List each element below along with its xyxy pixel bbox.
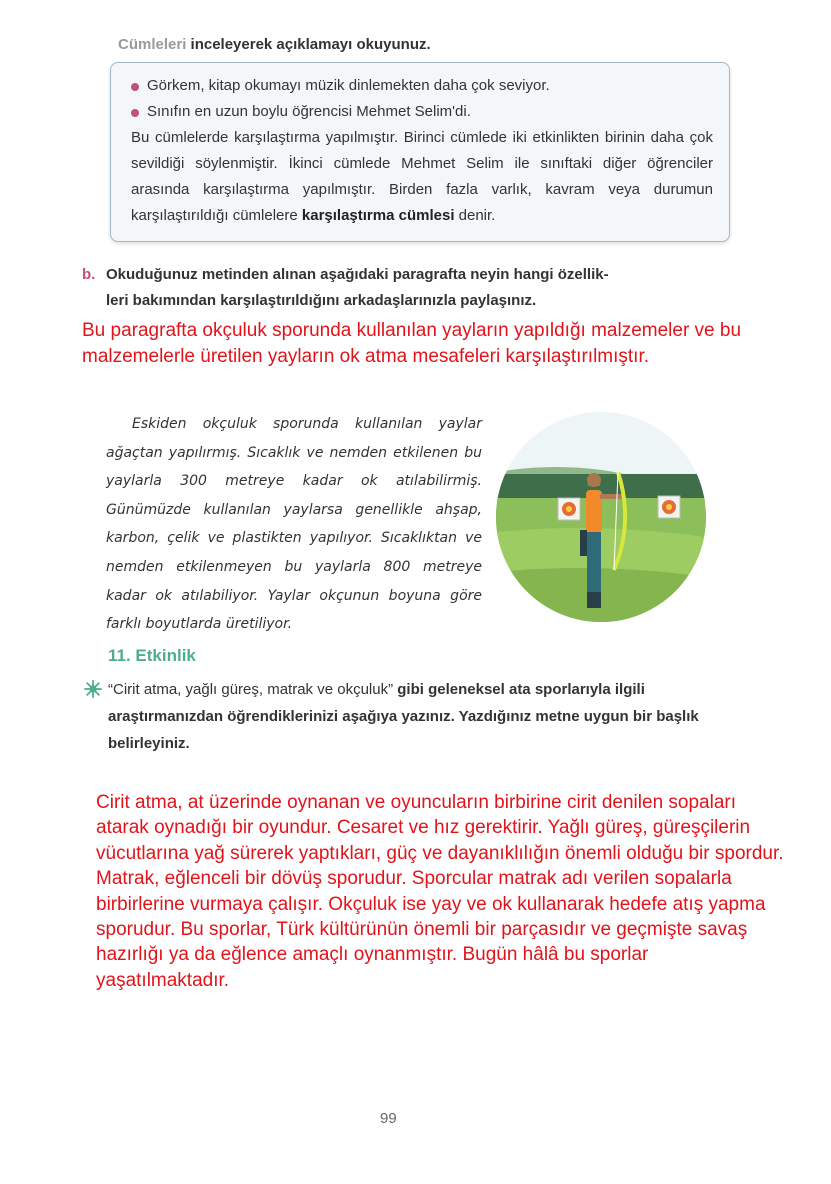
activity-quoted: “Cirit atma, yağlı güreş, matrak ve okçuluk” <box>108 681 394 698</box>
explanation-end: denir. <box>454 207 496 224</box>
info-explanation <box>131 125 713 229</box>
intro-instruction <box>118 36 431 53</box>
answer-b: Bu paragrafta okçuluk sporunda kullanılan yayların yapıldığı malzemeler ve bu malzemelerle üretilen yayların ok atma mesafeleri karşılaştırılmıştır. <box>82 320 742 367</box>
activity-prompt: gibi geleneksel ata sporlarıyla ilgili araştırmanızdan öğrendiklerinizi aşağıya yazınız. Yazdığınız metne uygun bir başlık belirleyiniz. <box>108 681 699 752</box>
activity-answer: Cirit atma, at üzerinde oynanan ve oyuncuların birbirine cirit denilen sopaları atarak oynadığı bir oyundur. Cesaret ve hız gerektirir. Yağlı güreş, güreşçilerin vücutlarına yağ sürerek yaptıkları, güç ve dayanıklılığın önemli olduğu bir spordur. Matrak, eğlenceli bir dövüş sporudur. Sporcular matrak adı verilen sopalarla birbirlerine vurmaya çalışır. Okçuluk ise yay ve ok kullanarak hedefe atış yapma sporudur. Bu sporlar, Türk kültürünün önemli bir parçasıdır ve geçmişte savaş hazırlığı ya da eğlence amaçlı oynanmıştır. Bugün hâlâ bu sporlar yaşatılmaktadır. <box>96 792 784 991</box>
activity-title: 11. Etkinlik <box>108 646 196 665</box>
info-bullet-2: Sınıfın en uzun boylu öğrencisi Mehmet Selim'di. <box>131 99 713 125</box>
intro-text: inceleyerek açıklamayı okuyunuz. <box>186 36 431 53</box>
activity-question <box>108 676 738 757</box>
page-number: 99 <box>380 1110 397 1127</box>
explanation-text: Bu cümlelerde karşılaştırma yapılmıştır. Birinci cümlede iki etkinlikten birinin daha çok sevildiği söylenmiştir. İkinci cümlede Mehmet Selim ile sınıftaki diğer öğrenciler arasında karşılaştırma yapılmıştır. Birden fazla varlık, kavram veya durumun karşılaştırıldığı cümlelere <box>131 129 713 224</box>
question-line-1: Okuduğunuz metinden alınan aşağıdaki paragrafta neyin hangi özellik- <box>106 266 609 283</box>
reading-passage <box>106 410 482 639</box>
question-b <box>82 262 742 314</box>
passage-text: Eskiden okçuluk sporunda kullanılan yaylar ağaçtan yapılırmış. Sıcaklık ve nemden etkilenen bu yaylarla 300 metreye kadar ok atılabilirmiş. Günümüzde kullanılan yaylarsa genellikle ahşap, karbon, çelik ve plastikten yapılıyor. Sıcaklıktan ve nemden etkilenmeyen bu yaylarla 800 metreye kadar ok atılabiliyor. Yaylar okçunun boyuna göre farklı boyutlarda üretiliyor. <box>106 416 482 633</box>
intro-faded-word: Cümleleri <box>118 36 187 53</box>
info-bullet-1: Görkem, kitap okumayı müzik dinlemekten daha çok seviyor. <box>131 73 713 99</box>
question-letter: b. <box>82 266 96 283</box>
info-box <box>110 62 730 242</box>
star-burst-icon <box>84 680 102 698</box>
explanation-term: karşılaştırma cümlesi <box>301 207 455 224</box>
archery-illustration <box>496 412 706 622</box>
question-line-2: leri bakımından karşılaştırıldığını arkadaşlarınızla paylaşınız. <box>106 292 537 309</box>
